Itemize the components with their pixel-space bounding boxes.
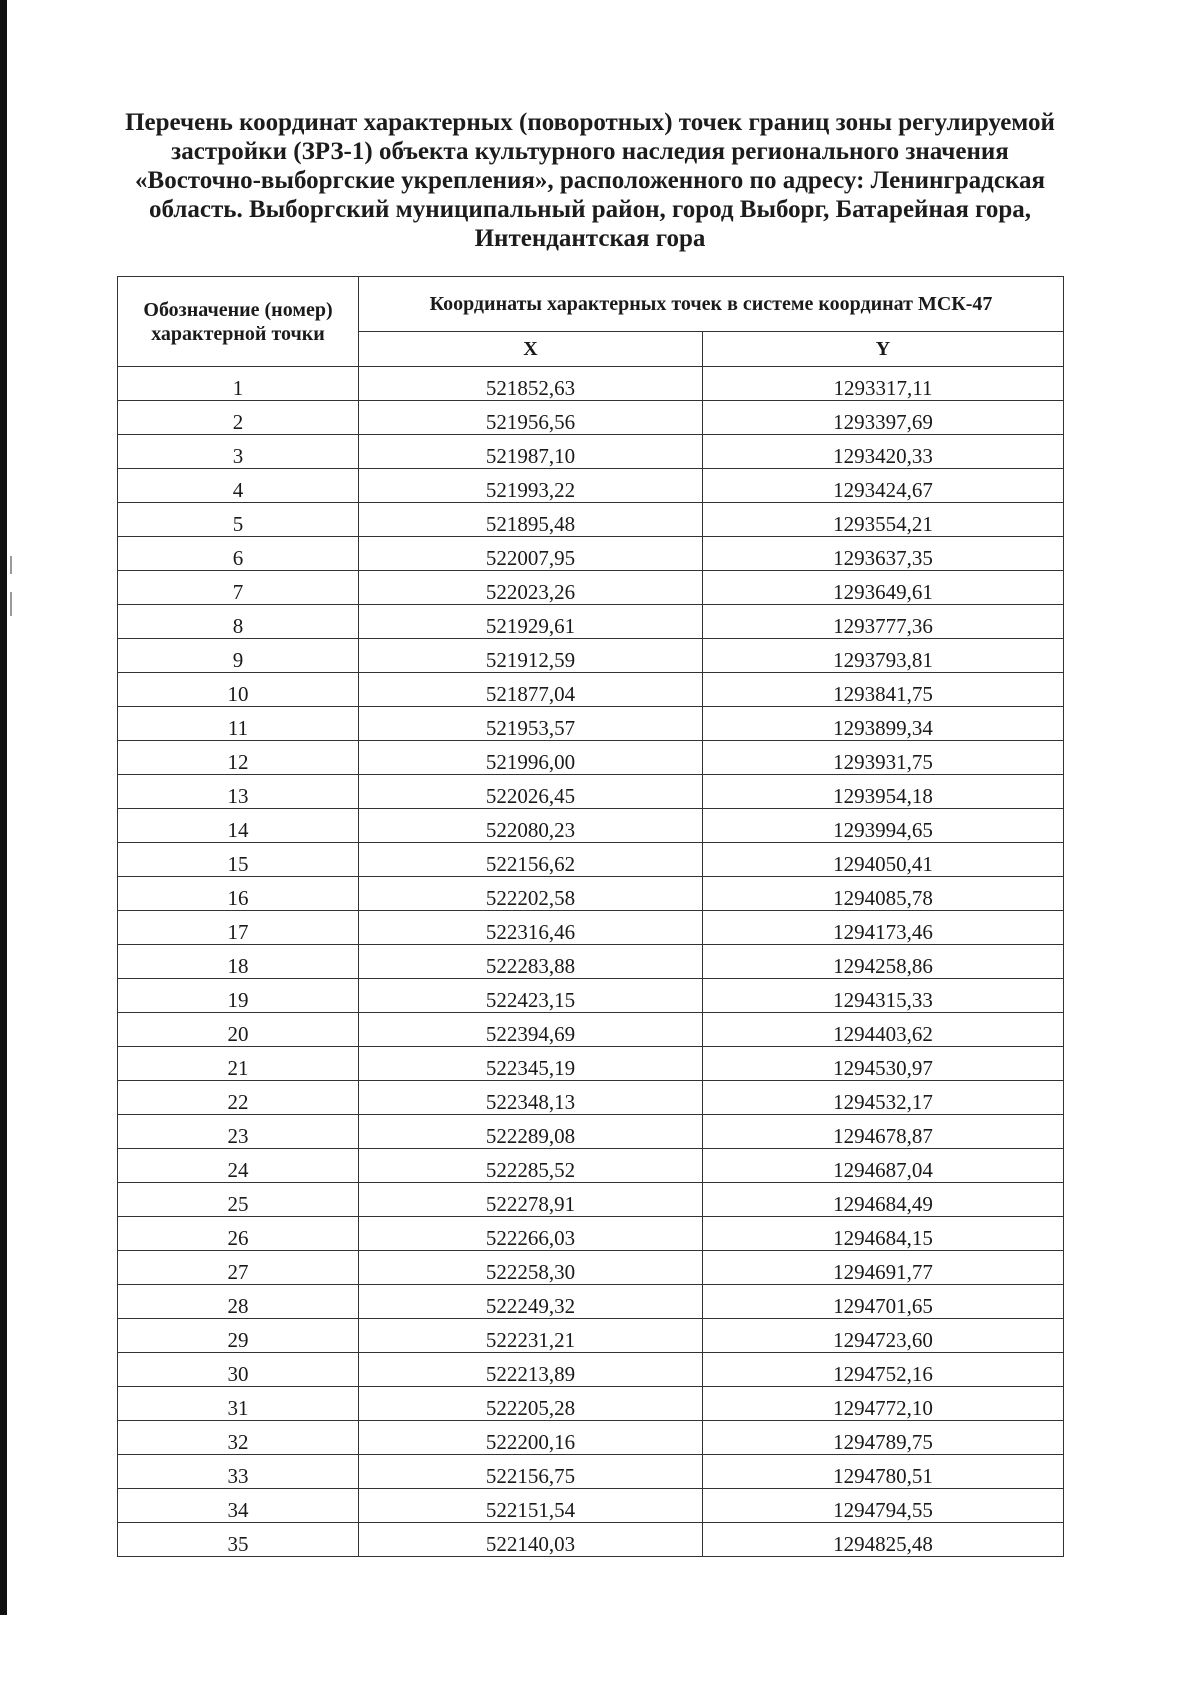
x-coordinate-cell: 522080,23 bbox=[359, 809, 703, 843]
x-coordinate-cell: 522283,88 bbox=[359, 945, 703, 979]
point-number-cell: 26 bbox=[118, 1217, 359, 1251]
point-number-cell: 1 bbox=[118, 367, 359, 401]
scan-left-edge bbox=[0, 0, 7, 1615]
point-number-cell: 30 bbox=[118, 1353, 359, 1387]
table-row bbox=[118, 809, 1064, 843]
table-row bbox=[118, 1149, 1064, 1183]
point-number-cell: 9 bbox=[118, 639, 359, 673]
x-coordinate-cell: 521895,48 bbox=[359, 503, 703, 537]
table-row bbox=[118, 1183, 1064, 1217]
point-number-cell: 35 bbox=[118, 1523, 359, 1557]
table-row bbox=[118, 945, 1064, 979]
y-coordinate-cell: 1293994,65 bbox=[703, 809, 1064, 843]
point-number-cell: 2 bbox=[118, 401, 359, 435]
point-number-cell: 33 bbox=[118, 1455, 359, 1489]
point-number-cell: 12 bbox=[118, 741, 359, 775]
table-row bbox=[118, 775, 1064, 809]
y-coordinate-cell: 1293397,69 bbox=[703, 401, 1064, 435]
table-row bbox=[118, 605, 1064, 639]
table-row bbox=[118, 673, 1064, 707]
table-row bbox=[118, 1217, 1064, 1251]
x-coordinate-cell: 522348,13 bbox=[359, 1081, 703, 1115]
point-number-cell: 11 bbox=[118, 707, 359, 741]
x-coordinate-cell: 521993,22 bbox=[359, 469, 703, 503]
coordinates-table-container bbox=[117, 276, 1063, 1557]
y-coordinate-cell: 1293931,75 bbox=[703, 741, 1064, 775]
point-number-cell: 17 bbox=[118, 911, 359, 945]
y-coordinate-cell: 1294780,51 bbox=[703, 1455, 1064, 1489]
y-coordinate-cell: 1294772,10 bbox=[703, 1387, 1064, 1421]
x-coordinate-cell: 522258,30 bbox=[359, 1251, 703, 1285]
table-body bbox=[118, 367, 1064, 1557]
table-row bbox=[118, 1081, 1064, 1115]
y-coordinate-cell: 1293424,67 bbox=[703, 469, 1064, 503]
point-number-cell: 4 bbox=[118, 469, 359, 503]
document-title: Перечень координат характерных (поворотных) точек границ зоны регулируемой застройки (ЗРЗ-1) объекта культурного наследия регионального значения «Восточно-выборгские укрепления», расположенного по адресу: Ленинградская область. Выборгский муниципальный район, город Выборг, Батарейная гора, Интендантская гора bbox=[125, 109, 1055, 252]
x-coordinate-cell: 522200,16 bbox=[359, 1421, 703, 1455]
y-coordinate-cell: 1294678,87 bbox=[703, 1115, 1064, 1149]
y-coordinate-cell: 1293899,34 bbox=[703, 707, 1064, 741]
x-coordinate-cell: 521987,10 bbox=[359, 435, 703, 469]
scan-mark bbox=[10, 556, 12, 574]
x-coordinate-cell: 522205,28 bbox=[359, 1387, 703, 1421]
y-coordinate-cell: 1294315,33 bbox=[703, 979, 1064, 1013]
y-coordinate-cell: 1293793,81 bbox=[703, 639, 1064, 673]
x-coordinate-cell: 522156,75 bbox=[359, 1455, 703, 1489]
table-row bbox=[118, 571, 1064, 605]
y-coordinate-cell: 1293317,11 bbox=[703, 367, 1064, 401]
table-header-row bbox=[118, 277, 1064, 332]
y-coordinate-cell: 1294825,48 bbox=[703, 1523, 1064, 1557]
point-number-cell: 13 bbox=[118, 775, 359, 809]
x-coordinate-cell: 522285,52 bbox=[359, 1149, 703, 1183]
header-y: Y bbox=[703, 332, 1064, 367]
table-row bbox=[118, 401, 1064, 435]
table-row bbox=[118, 1047, 1064, 1081]
table-row bbox=[118, 741, 1064, 775]
y-coordinate-cell: 1294684,15 bbox=[703, 1217, 1064, 1251]
x-coordinate-cell: 521929,61 bbox=[359, 605, 703, 639]
x-coordinate-cell: 522345,19 bbox=[359, 1047, 703, 1081]
table-row bbox=[118, 1421, 1064, 1455]
x-coordinate-cell: 522026,45 bbox=[359, 775, 703, 809]
table-row bbox=[118, 707, 1064, 741]
y-coordinate-cell: 1293841,75 bbox=[703, 673, 1064, 707]
table-row bbox=[118, 435, 1064, 469]
scan-mark bbox=[10, 592, 12, 616]
y-coordinate-cell: 1293554,21 bbox=[703, 503, 1064, 537]
x-coordinate-cell: 521877,04 bbox=[359, 673, 703, 707]
y-coordinate-cell: 1293637,35 bbox=[703, 537, 1064, 571]
table-row bbox=[118, 1251, 1064, 1285]
point-number-cell: 18 bbox=[118, 945, 359, 979]
point-number-cell: 20 bbox=[118, 1013, 359, 1047]
table-row bbox=[118, 979, 1064, 1013]
table-row bbox=[118, 1455, 1064, 1489]
y-coordinate-cell: 1294173,46 bbox=[703, 911, 1064, 945]
x-coordinate-cell: 521956,56 bbox=[359, 401, 703, 435]
y-coordinate-cell: 1294794,55 bbox=[703, 1489, 1064, 1523]
header-point-id: Обозначение (номер) характерной точки bbox=[118, 277, 359, 367]
table-row bbox=[118, 1013, 1064, 1047]
table-row bbox=[118, 1115, 1064, 1149]
table-row bbox=[118, 367, 1064, 401]
x-coordinate-cell: 522007,95 bbox=[359, 537, 703, 571]
x-coordinate-cell: 522278,91 bbox=[359, 1183, 703, 1217]
y-coordinate-cell: 1293649,61 bbox=[703, 571, 1064, 605]
point-number-cell: 19 bbox=[118, 979, 359, 1013]
point-number-cell: 7 bbox=[118, 571, 359, 605]
x-coordinate-cell: 522316,46 bbox=[359, 911, 703, 945]
table-row bbox=[118, 537, 1064, 571]
coordinates-table bbox=[117, 276, 1064, 1557]
point-number-cell: 34 bbox=[118, 1489, 359, 1523]
point-number-cell: 3 bbox=[118, 435, 359, 469]
point-number-cell: 15 bbox=[118, 843, 359, 877]
y-coordinate-cell: 1294687,04 bbox=[703, 1149, 1064, 1183]
point-number-cell: 27 bbox=[118, 1251, 359, 1285]
y-coordinate-cell: 1294723,60 bbox=[703, 1319, 1064, 1353]
x-coordinate-cell: 521912,59 bbox=[359, 639, 703, 673]
point-number-cell: 24 bbox=[118, 1149, 359, 1183]
table-row bbox=[118, 1353, 1064, 1387]
table-row bbox=[118, 503, 1064, 537]
y-coordinate-cell: 1294258,86 bbox=[703, 945, 1064, 979]
point-number-cell: 25 bbox=[118, 1183, 359, 1217]
y-coordinate-cell: 1294050,41 bbox=[703, 843, 1064, 877]
point-number-cell: 14 bbox=[118, 809, 359, 843]
x-coordinate-cell: 522423,15 bbox=[359, 979, 703, 1013]
header-coordinates: Координаты характерных точек в системе координат МСК-47 bbox=[359, 277, 1064, 332]
point-number-cell: 28 bbox=[118, 1285, 359, 1319]
x-coordinate-cell: 522289,08 bbox=[359, 1115, 703, 1149]
table-row bbox=[118, 1523, 1064, 1557]
y-coordinate-cell: 1294085,78 bbox=[703, 877, 1064, 911]
point-number-cell: 8 bbox=[118, 605, 359, 639]
point-number-cell: 5 bbox=[118, 503, 359, 537]
point-number-cell: 23 bbox=[118, 1115, 359, 1149]
x-coordinate-cell: 522213,89 bbox=[359, 1353, 703, 1387]
x-coordinate-cell: 522231,21 bbox=[359, 1319, 703, 1353]
table-row bbox=[118, 1319, 1064, 1353]
x-coordinate-cell: 521996,00 bbox=[359, 741, 703, 775]
point-number-cell: 31 bbox=[118, 1387, 359, 1421]
point-number-cell: 21 bbox=[118, 1047, 359, 1081]
x-coordinate-cell: 521953,57 bbox=[359, 707, 703, 741]
x-coordinate-cell: 521852,63 bbox=[359, 367, 703, 401]
table-row bbox=[118, 877, 1064, 911]
table-row bbox=[118, 1387, 1064, 1421]
y-coordinate-cell: 1294752,16 bbox=[703, 1353, 1064, 1387]
point-number-cell: 22 bbox=[118, 1081, 359, 1115]
header-x: X bbox=[359, 332, 703, 367]
point-number-cell: 32 bbox=[118, 1421, 359, 1455]
x-coordinate-cell: 522023,26 bbox=[359, 571, 703, 605]
x-coordinate-cell: 522394,69 bbox=[359, 1013, 703, 1047]
table-row bbox=[118, 911, 1064, 945]
y-coordinate-cell: 1294530,97 bbox=[703, 1047, 1064, 1081]
x-coordinate-cell: 522249,32 bbox=[359, 1285, 703, 1319]
table-row bbox=[118, 1285, 1064, 1319]
table-row bbox=[118, 469, 1064, 503]
point-number-cell: 10 bbox=[118, 673, 359, 707]
y-coordinate-cell: 1294532,17 bbox=[703, 1081, 1064, 1115]
x-coordinate-cell: 522151,54 bbox=[359, 1489, 703, 1523]
y-coordinate-cell: 1293954,18 bbox=[703, 775, 1064, 809]
y-coordinate-cell: 1294789,75 bbox=[703, 1421, 1064, 1455]
point-number-cell: 29 bbox=[118, 1319, 359, 1353]
point-number-cell: 16 bbox=[118, 877, 359, 911]
table-row bbox=[118, 843, 1064, 877]
y-coordinate-cell: 1294701,65 bbox=[703, 1285, 1064, 1319]
table-row bbox=[118, 1489, 1064, 1523]
x-coordinate-cell: 522140,03 bbox=[359, 1523, 703, 1557]
x-coordinate-cell: 522202,58 bbox=[359, 877, 703, 911]
x-coordinate-cell: 522156,62 bbox=[359, 843, 703, 877]
point-number-cell: 6 bbox=[118, 537, 359, 571]
y-coordinate-cell: 1294684,49 bbox=[703, 1183, 1064, 1217]
y-coordinate-cell: 1294403,62 bbox=[703, 1013, 1064, 1047]
x-coordinate-cell: 522266,03 bbox=[359, 1217, 703, 1251]
y-coordinate-cell: 1293777,36 bbox=[703, 605, 1064, 639]
y-coordinate-cell: 1294691,77 bbox=[703, 1251, 1064, 1285]
table-row bbox=[118, 639, 1064, 673]
y-coordinate-cell: 1293420,33 bbox=[703, 435, 1064, 469]
